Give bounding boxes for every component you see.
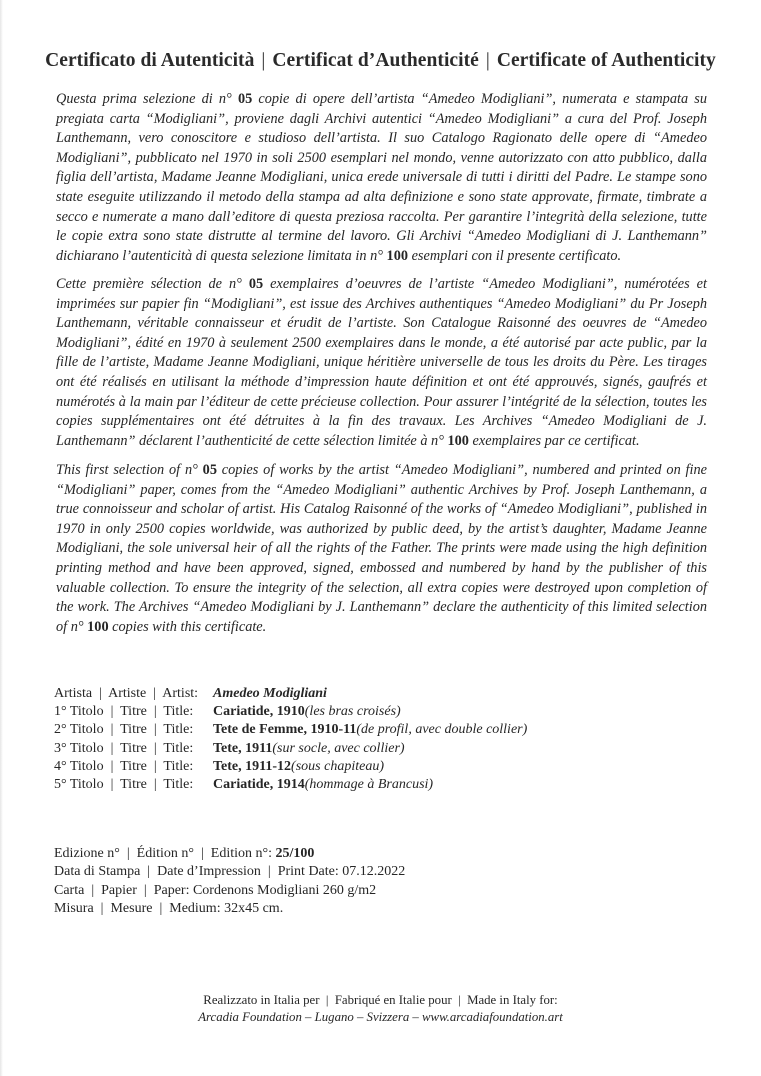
limited-count: 100 (87, 618, 109, 635)
limited-count: 100 (386, 247, 408, 264)
artwork-title: Tete, 1911-12 (213, 758, 292, 774)
artwork-details (54, 685, 527, 794)
footer-foundation: Arcadia Foundation – Lugano – Svizzera – www.arcadiafoundation.art (198, 1009, 563, 1024)
edition-label: Edizione n° | Édition n° | Edition n°: (54, 846, 276, 861)
print-date-label: Data di Stampa | Date d’Impression | Print Date: (54, 864, 343, 880)
detail-label: 2° Titolo | Titre | Title: (54, 722, 194, 738)
edition-info (54, 845, 405, 919)
paper-label: Carta | Papier | Paper: (54, 882, 193, 898)
footer (0, 992, 761, 1025)
edition-number: 25/100 (275, 846, 315, 861)
copies-count: 05 (237, 91, 253, 107)
paper-value: Cordenons Modigliani 260 g/m2 (192, 882, 377, 898)
artwork-subtitle: (les bras croisés) (304, 704, 401, 720)
detail-label: 1° Titolo | Titre | Title: (54, 704, 194, 720)
paragraph-text: copies with this certificate. (108, 618, 267, 635)
artwork-subtitle: (hommage à Brancusi) (304, 777, 434, 793)
title-french: Certificat d’Authenticité (272, 50, 479, 71)
paragraph-text: copies of works by the artist “Amedeo Modigliani”, numbered and printed on fine “Modigliani” paper, comes from the “Amedeo Modigliani” authentic Archives by Prof. Joseph Lanthemann, a true connoisseur and scholar of artist. His Catalog Raisonné of the works of “Amedeo Modigliani”, published in 1970 in only 2500 copies worldwide, was authorized by public deed, by the artist’s daughter, Madame Jeanne Modigliani, the sole universal heir of all the rights of the Father. The prints were made using the high definition printing method and have been approved, signed, embossed and numbered by hand by the publisher of this valuable collection. To ensure the integrity of the selection, all extra copies were destroyed upon completion of the work. The Archives “Amedeo Modigliani by J. Lanthemann” declare the authenticity of this limited selection of n° (56, 462, 707, 635)
certificate-title (0, 50, 761, 72)
detail-label: 3° Titolo | Titre | Title: (54, 740, 194, 756)
detail-row-title-4 (54, 758, 527, 776)
artwork-title: Cariatide, 1914 (213, 777, 305, 793)
print-date: 07.12.2022 (342, 864, 406, 880)
medium-value: 32x45 cm. (224, 901, 284, 917)
artwork-title: Tete de Femme, 1910-11 (213, 722, 357, 738)
title-separator: | (261, 50, 266, 71)
artwork-subtitle: (sur socle, avec collier) (272, 740, 405, 756)
page-edge-shadow (0, 0, 3, 1076)
paragraph-text: esemplari con il presente certificato. (408, 247, 622, 264)
detail-row-title-5 (54, 776, 527, 794)
detail-label: 5° Titolo | Titre | Title: (54, 777, 194, 793)
copies-count: 05 (248, 276, 264, 292)
paragraph-french (56, 275, 707, 451)
title-english: Certificate of Authenticity (496, 50, 716, 71)
medium-label: Misura | Mesure | Medium: (54, 901, 225, 917)
paragraph-text: Cette première sélection de n° (56, 276, 249, 292)
detail-row-title-1 (54, 703, 527, 721)
footer-made-in: Realizzato in Italia per | Fabriqué en Italie pour | Made in Italy for: (203, 993, 558, 1007)
limited-count: 100 (447, 432, 469, 449)
paragraph-english (56, 461, 707, 637)
paper-row (54, 882, 405, 900)
paragraph-text: exemplaires d’oeuvres de l’artiste “Amedeo Modigliani”, numérotées et imprimées sur papier fin “Modigliani”, est issue des Archives authentiques “Amedeo Modigliani” du Pr Joseph Lanthemann, véritable connaisseur et érudit de l’artiste. Son Catalogue Raisonné des oeuvres de “Amedeo Modigliani”, édité en 1970 à seulement 2500 exemplaires dans le monde, a été autorisé par acte public, par la fille de l’artiste, Madame Jeanne Modigliani, unique héritière universelle de tous les droits du Père. Les tirages ont été réalisés en utilisant la méthode d’impression haute définition et ont été approuvés, signés, gaufrés et numérotés à la main par l’éditeur de cette précieuse collection. Pour assurer l’intégrité de la sélection, toutes les copies supplémentaires ont été détruites à la fin des travaux. Les Archives “Amedeo Modigliani de J. Lanthemann” déclarent l’authenticité de cette sélection limitée à n° (56, 276, 707, 449)
copies-count: 05 (202, 462, 217, 478)
artwork-subtitle: (de profil, avec double collier) (356, 722, 528, 738)
artwork-subtitle: (sous chapiteau) (291, 758, 384, 774)
paragraph-text: copie di opere dell’artista “Amedeo Modigliani”, numerata e stampata su pregiata carta “Modigliani”, proviene dagli Archivi autentici “Amedeo Modigliani” a cura del Prof. Joseph Lanthemann, vero conoscitore e studioso dell’artista. Il suo Catalogo Ragionato delle opere di “Amedeo Modigliani”, pubblicato nel 1970 in soli 2500 esemplari nel mondo, venne autorizzato con atto pubblico, dalla figlia dell’artista, Madame Jeanne Modigliani, unica erede universale di tutti i diritti del Padre. Le stampe sono state eseguite utilizzando il metodo della stampa ad alta definizione e sono state approvate, firmate, timbrate a secco e numerate a mano dall’editore di questa preziosa raccolta. Per garantire l’integrità della selezione, tutte le copie extra sono state distrutte al termine del lavoro. Gli Archivi “Amedeo Modigliani di J. Lanthemann” dichiarano l’autenticità di questa selezione limitata in n° (56, 91, 707, 264)
paragraph-text: Questa prima selezione di n° (56, 91, 238, 107)
paragraph-italian (56, 90, 707, 266)
edition-number-row (54, 845, 405, 863)
paragraph-text: This first selection of n° (56, 462, 203, 478)
medium-row (54, 900, 405, 918)
print-date-row (54, 863, 405, 881)
detail-row-title-3 (54, 740, 527, 758)
title-separator: | (485, 50, 490, 71)
artwork-title: Cariatide, 1910 (213, 704, 305, 720)
paragraph-text: exemplaires par ce certificat. (468, 432, 640, 449)
title-italian: Certificato di Autenticità (45, 50, 255, 71)
artwork-title: Tete, 1911 (213, 740, 273, 756)
detail-row-title-2 (54, 721, 527, 739)
detail-label: 4° Titolo | Titre | Title: (54, 758, 194, 774)
detail-label: Artista | Artiste | Artist: (54, 686, 199, 701)
artist-name: Amedeo Modigliani (213, 686, 327, 701)
detail-row-artist (54, 685, 527, 703)
